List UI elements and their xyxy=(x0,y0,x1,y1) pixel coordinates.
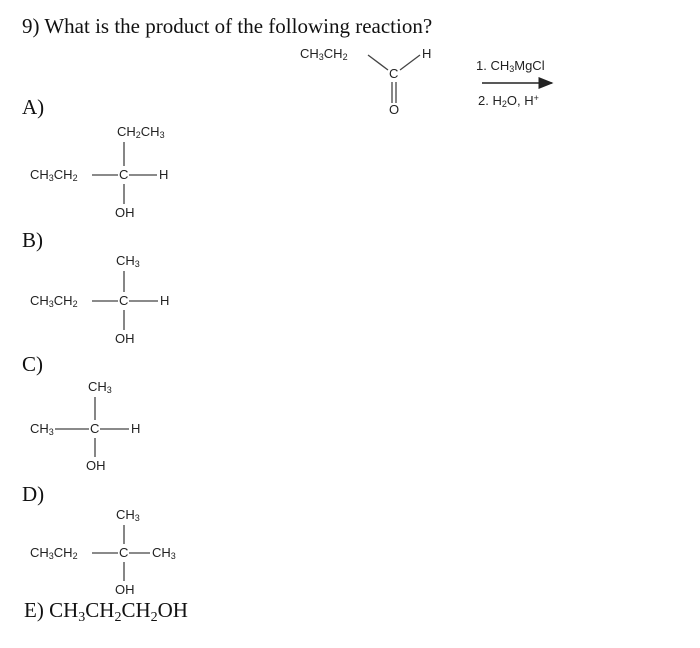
option-c-center-carbon: C xyxy=(90,421,100,436)
option-b-bottom-group: OH xyxy=(115,331,135,346)
reactant-bond-right xyxy=(400,55,420,70)
reactant-carbonyl-oxygen: O xyxy=(389,102,400,117)
option-a-bottom-group: OH xyxy=(115,205,135,220)
choice-letter-c: C) xyxy=(22,352,43,376)
option-b-top-group: $CH_3$ xyxy=(116,253,140,269)
choice-letter-d: D) xyxy=(22,482,45,506)
option-d-center-carbon: C xyxy=(119,545,129,560)
option-a-left-group: $CH_3CH_2$ xyxy=(30,167,78,183)
option-a-center-carbon: C xyxy=(119,167,129,182)
option-c-bottom-group: OH xyxy=(86,458,106,473)
option-b-right-group: H xyxy=(160,293,170,308)
option-d-bottom-group: OH xyxy=(115,582,135,597)
option-e-letter: E) xyxy=(24,598,44,622)
reactant-bond-left xyxy=(368,55,388,70)
option-b-left-group: $CH_3CH_2$ xyxy=(30,293,78,309)
choice-letter-a: A) xyxy=(22,95,45,119)
option-e[interactable] xyxy=(24,598,188,623)
question-text: 9) What is the product of the following reaction? xyxy=(22,14,433,38)
option-a-right-group: H xyxy=(159,167,169,182)
option-e-formula: $CH_3CH_2CH_2OH$ xyxy=(49,598,188,625)
option-b-center-carbon: C xyxy=(119,293,129,308)
reactant-ethyl-group: $CH_3CH_2$ xyxy=(300,46,348,62)
option-d-top-group: $CH_3$ xyxy=(116,507,140,523)
reactant-hydrogen: H xyxy=(422,46,432,61)
reagent-step-1: 1. $CH_3MgCl$ xyxy=(476,58,545,74)
choice-letter-b: B) xyxy=(22,228,43,252)
reactant-carbonyl-carbon: C xyxy=(389,66,399,81)
reagent-step-2: 2. $H_2O$, H+ xyxy=(478,93,539,109)
option-c-right-group: H xyxy=(131,421,141,436)
option-a-top-group: $CH_2CH_3$ xyxy=(117,124,165,140)
option-c-top-group: $CH_3$ xyxy=(88,379,112,395)
option-d-right-group: $CH_3$ xyxy=(152,545,176,561)
option-c-left-group: $CH_3$ xyxy=(30,421,54,437)
option-d-left-group: $CH_3CH_2$ xyxy=(30,545,78,561)
